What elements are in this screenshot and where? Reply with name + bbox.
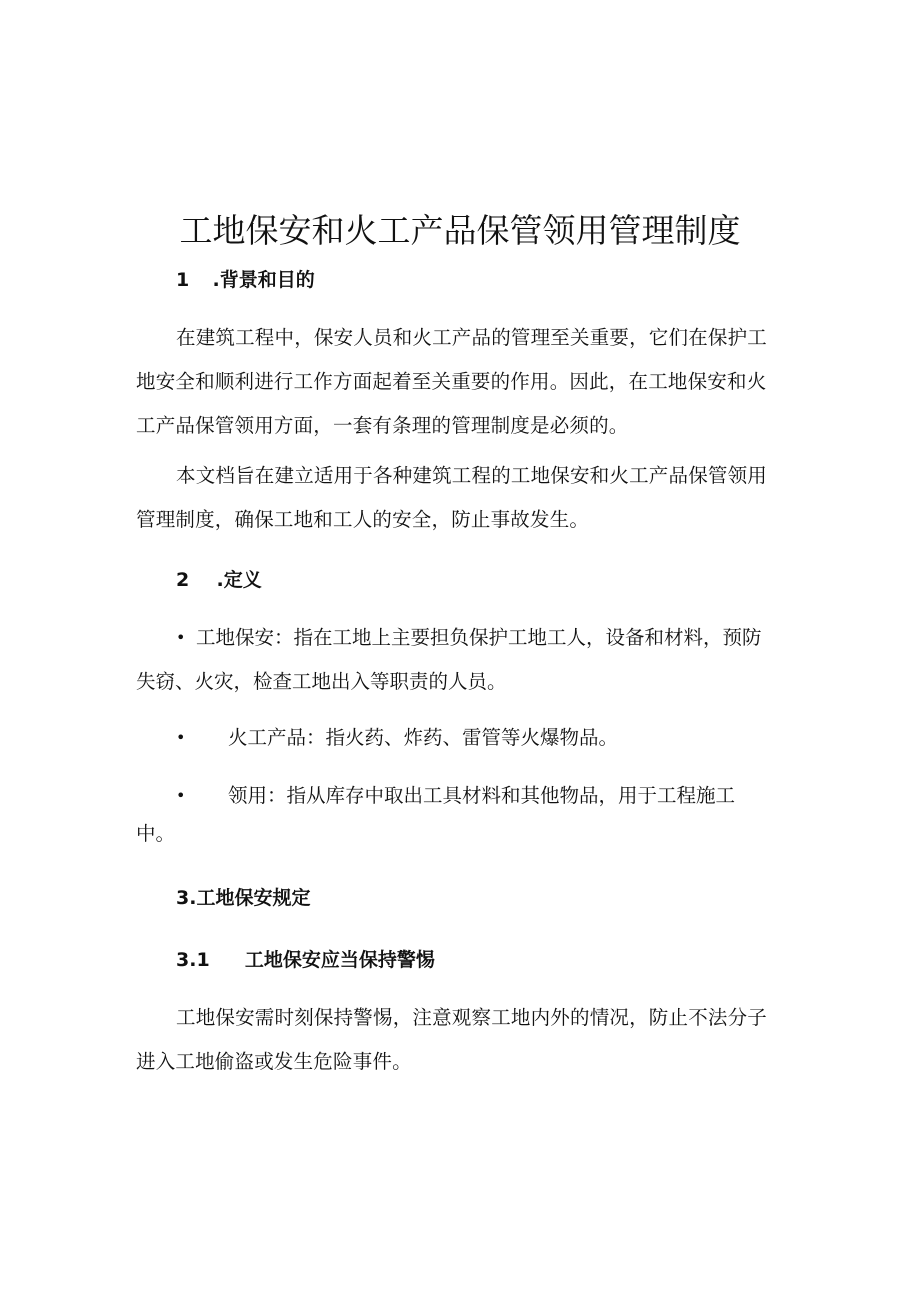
section-title: .背景和目的 <box>212 269 315 291</box>
section-number: 3. <box>176 887 197 909</box>
section-3-1-heading <box>176 946 435 974</box>
section-title: 工地保安规定 <box>196 887 311 909</box>
bullet-text: 领用：指从库存中取出工具材料和其他物品，用于工程施工 <box>228 784 736 807</box>
paragraph: 本文档旨在建立适用于各种建筑工程的工地保安和火工产品保管领用管理制度，确保工地和工人的安全，防止事故发生。 <box>136 464 768 531</box>
section-number: 2 <box>176 569 190 591</box>
bullet-marker: • <box>176 628 186 647</box>
bullet-text: 工地保安：指在工地上主要担负保护工地工人，设备和材料，预防 <box>196 626 762 649</box>
bullet-text-continued: 失窃、火灾，检查工地出入等职责的人员。 <box>136 670 507 693</box>
document-title: 工地保安和火工产品保管领用管理制度 <box>179 211 741 250</box>
section-title: .定义 <box>216 569 262 591</box>
paragraph: 在建筑工程中，保安人员和火工产品的管理至关重要，它们在保护工地安全和顺利进行工作方面起着至关重要的作用。因此，在工地保安和火工产品保管领用方面，一套有条理的管理制度是必须的。 <box>136 326 768 437</box>
bullet-marker: • <box>176 728 186 747</box>
bullet-text-continued: 中。 <box>136 822 176 845</box>
section-3-heading <box>176 884 310 912</box>
section-2-heading <box>176 566 262 594</box>
section-number: 1 <box>176 269 190 291</box>
bullet-text: 火工产品：指火药、炸药、雷管等火爆物品。 <box>228 726 619 749</box>
paragraph: 工地保安需时刻保持警惕，注意观察工地内外的情况，防止不法分子进入工地偷盗或发生危险事件。 <box>136 1006 768 1073</box>
section-1-heading <box>176 266 315 294</box>
section-title: 工地保安应当保持警惕 <box>244 949 435 971</box>
bullet-marker: • <box>176 786 186 805</box>
section-number: 3.1 <box>176 949 210 971</box>
